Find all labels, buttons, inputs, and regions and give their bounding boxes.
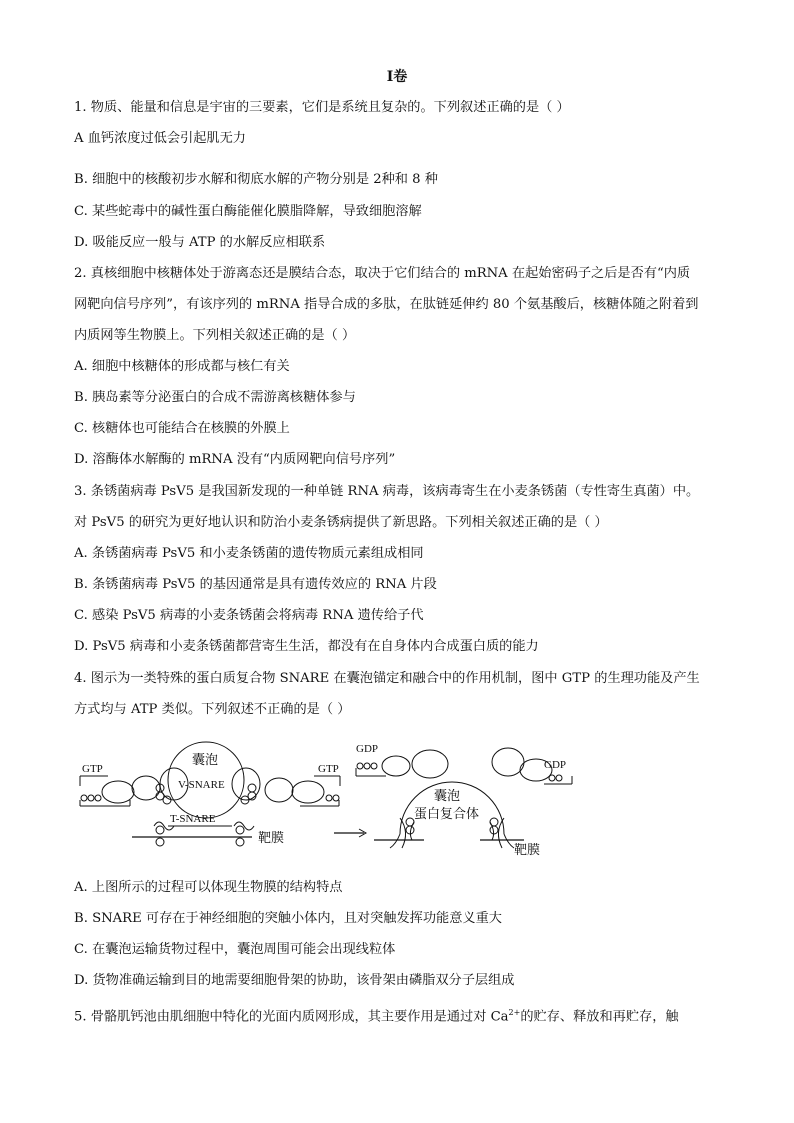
q5-text-before: 5. 骨骼肌钙池由肌细胞中特化的光面内质网形成，其主要作用是通过对 Ca (74, 1009, 509, 1025)
gtp-left-label: GTP (82, 763, 103, 775)
q3-option-d: D. PsV5 病毒和小麦条锈菌都营寄生生活，都没有在自身体内合成蛋白质的能力 (74, 639, 539, 654)
question-3-stem-line-2: 对 PsV5 的研究为更好地认识和防治小麦条锈病提供了新思路。下列相关叙述正确的是（ ） (74, 515, 608, 530)
section-title: I卷 (386, 69, 408, 85)
right-vesicle-label: 囊泡 (434, 788, 461, 803)
question-5-stem-line-1 (74, 1004, 724, 1026)
q2-option-b: B. 胰岛素等分泌蛋白的合成不需游离核糖体参与 (74, 390, 356, 405)
q1-option-b: B. 细胞中的核酸初步水解和彻底水解的产物分别是 2种和 8 种 (74, 172, 438, 187)
q2-option-a: A. 细胞中核糖体的形成都与核仁有关 (74, 359, 290, 374)
q3-option-b: B. 条锈菌病毒 PsV5 的基因通常是具有遗传效应的 RNA 片段 (74, 577, 437, 592)
question-4-stem-line-2: 方式均与 ATP 类似。下列叙述不正确的是（ ） (74, 702, 351, 717)
question-1-stem: 1. 物质、能量和信息是宇宙的三要素，它们是系统且复杂的。下列叙述正确的是（ ） (74, 100, 570, 115)
gdp-left-label: GDP (356, 743, 379, 755)
released-gdp-protein-left (412, 750, 448, 778)
q2-option-c: C. 核糖体也可能结合在核膜的外膜上 (74, 421, 290, 436)
gtp-right-label: GTP (318, 763, 339, 775)
left-gtp-protein (102, 781, 134, 803)
right-gtp-protein (292, 781, 324, 803)
calcium-charge-superscript: 2+ (508, 1008, 521, 1017)
question-2-stem-line-2: 网靶向信号序列”，有该序列的 mRNA 指导合成的多肽，在肽链延伸约 80 个氨基酸后，核糖体随之附着到 (74, 297, 699, 312)
right-target-membrane-label: 靶膜 (514, 842, 541, 857)
q4-option-d: D. 货物准确运输到目的地需要细胞骨架的协助，该骨架由磷脂双分子层组成 (74, 973, 515, 988)
t-snare-label: T-SNARE (170, 813, 216, 825)
q1-option-d: D. 吸能反应一般与 ATP 的水解反应相联系 (74, 235, 326, 250)
q3-option-c: C. 感染 PsV5 病毒的小麦条锈菌会将病毒 RNA 遗传给子代 (74, 608, 424, 623)
gdp-right-label: GDP (544, 759, 567, 771)
snare-mechanism-diagram (74, 738, 574, 858)
q4-option-b: B. SNARE 可存在于神经细胞的突触小体内，且对突触发挥功能意义重大 (74, 911, 502, 926)
protein-complex-label: 蛋白复合体 (414, 806, 480, 821)
question-2-stem-line-3: 内质网等生物膜上。下列相关叙述正确的是（ ） (74, 328, 356, 343)
q5-text-after: 的贮存、释放和再贮存，触 (520, 1009, 679, 1025)
v-snare-label: V-SNARE (178, 779, 225, 791)
q1-option-a: A 血钙浓度过低会引起肌无力 (74, 131, 246, 146)
question-4-stem-line-1: 4. 图示为一类特殊的蛋白质复合物 SNARE 在囊泡锚定和融合中的作用机制，图中 GTP 的生理功能及产生 (74, 671, 700, 686)
q3-option-a: A. 条锈菌病毒 PsV5 和小麦条锈菌的遗传物质元素组成相同 (74, 546, 424, 561)
question-3-stem-line-1: 3. 条锈菌病毒 PsV5 是我国新发现的一种单链 RNA 病毒，该病毒寄生在小麦条锈菌（专性寄生真菌）中。 (74, 484, 700, 499)
q1-option-c: C. 某些蛇毒中的碱性蛋白酶能催化膜脂降解，导致细胞溶解 (74, 204, 422, 219)
q4-option-a: A. 上图所示的过程可以体现生物膜的结构特点 (74, 880, 343, 895)
question-2-stem-line-1: 2. 真核细胞中核糖体处于游离态还是膜结合态，取决于它们结合的 mRNA 在起始密码子之后是否有“内质 (74, 266, 691, 281)
q4-option-c: C. 在囊泡运输货物过程中，囊泡周围可能会出现线粒体 (74, 942, 396, 957)
q2-option-d: D. 溶酶体水解酶的 mRNA 没有“内质网靶向信号序列” (74, 452, 396, 467)
left-vesicle-label: 囊泡 (192, 752, 219, 767)
left-target-membrane-label: 靶膜 (258, 830, 285, 845)
